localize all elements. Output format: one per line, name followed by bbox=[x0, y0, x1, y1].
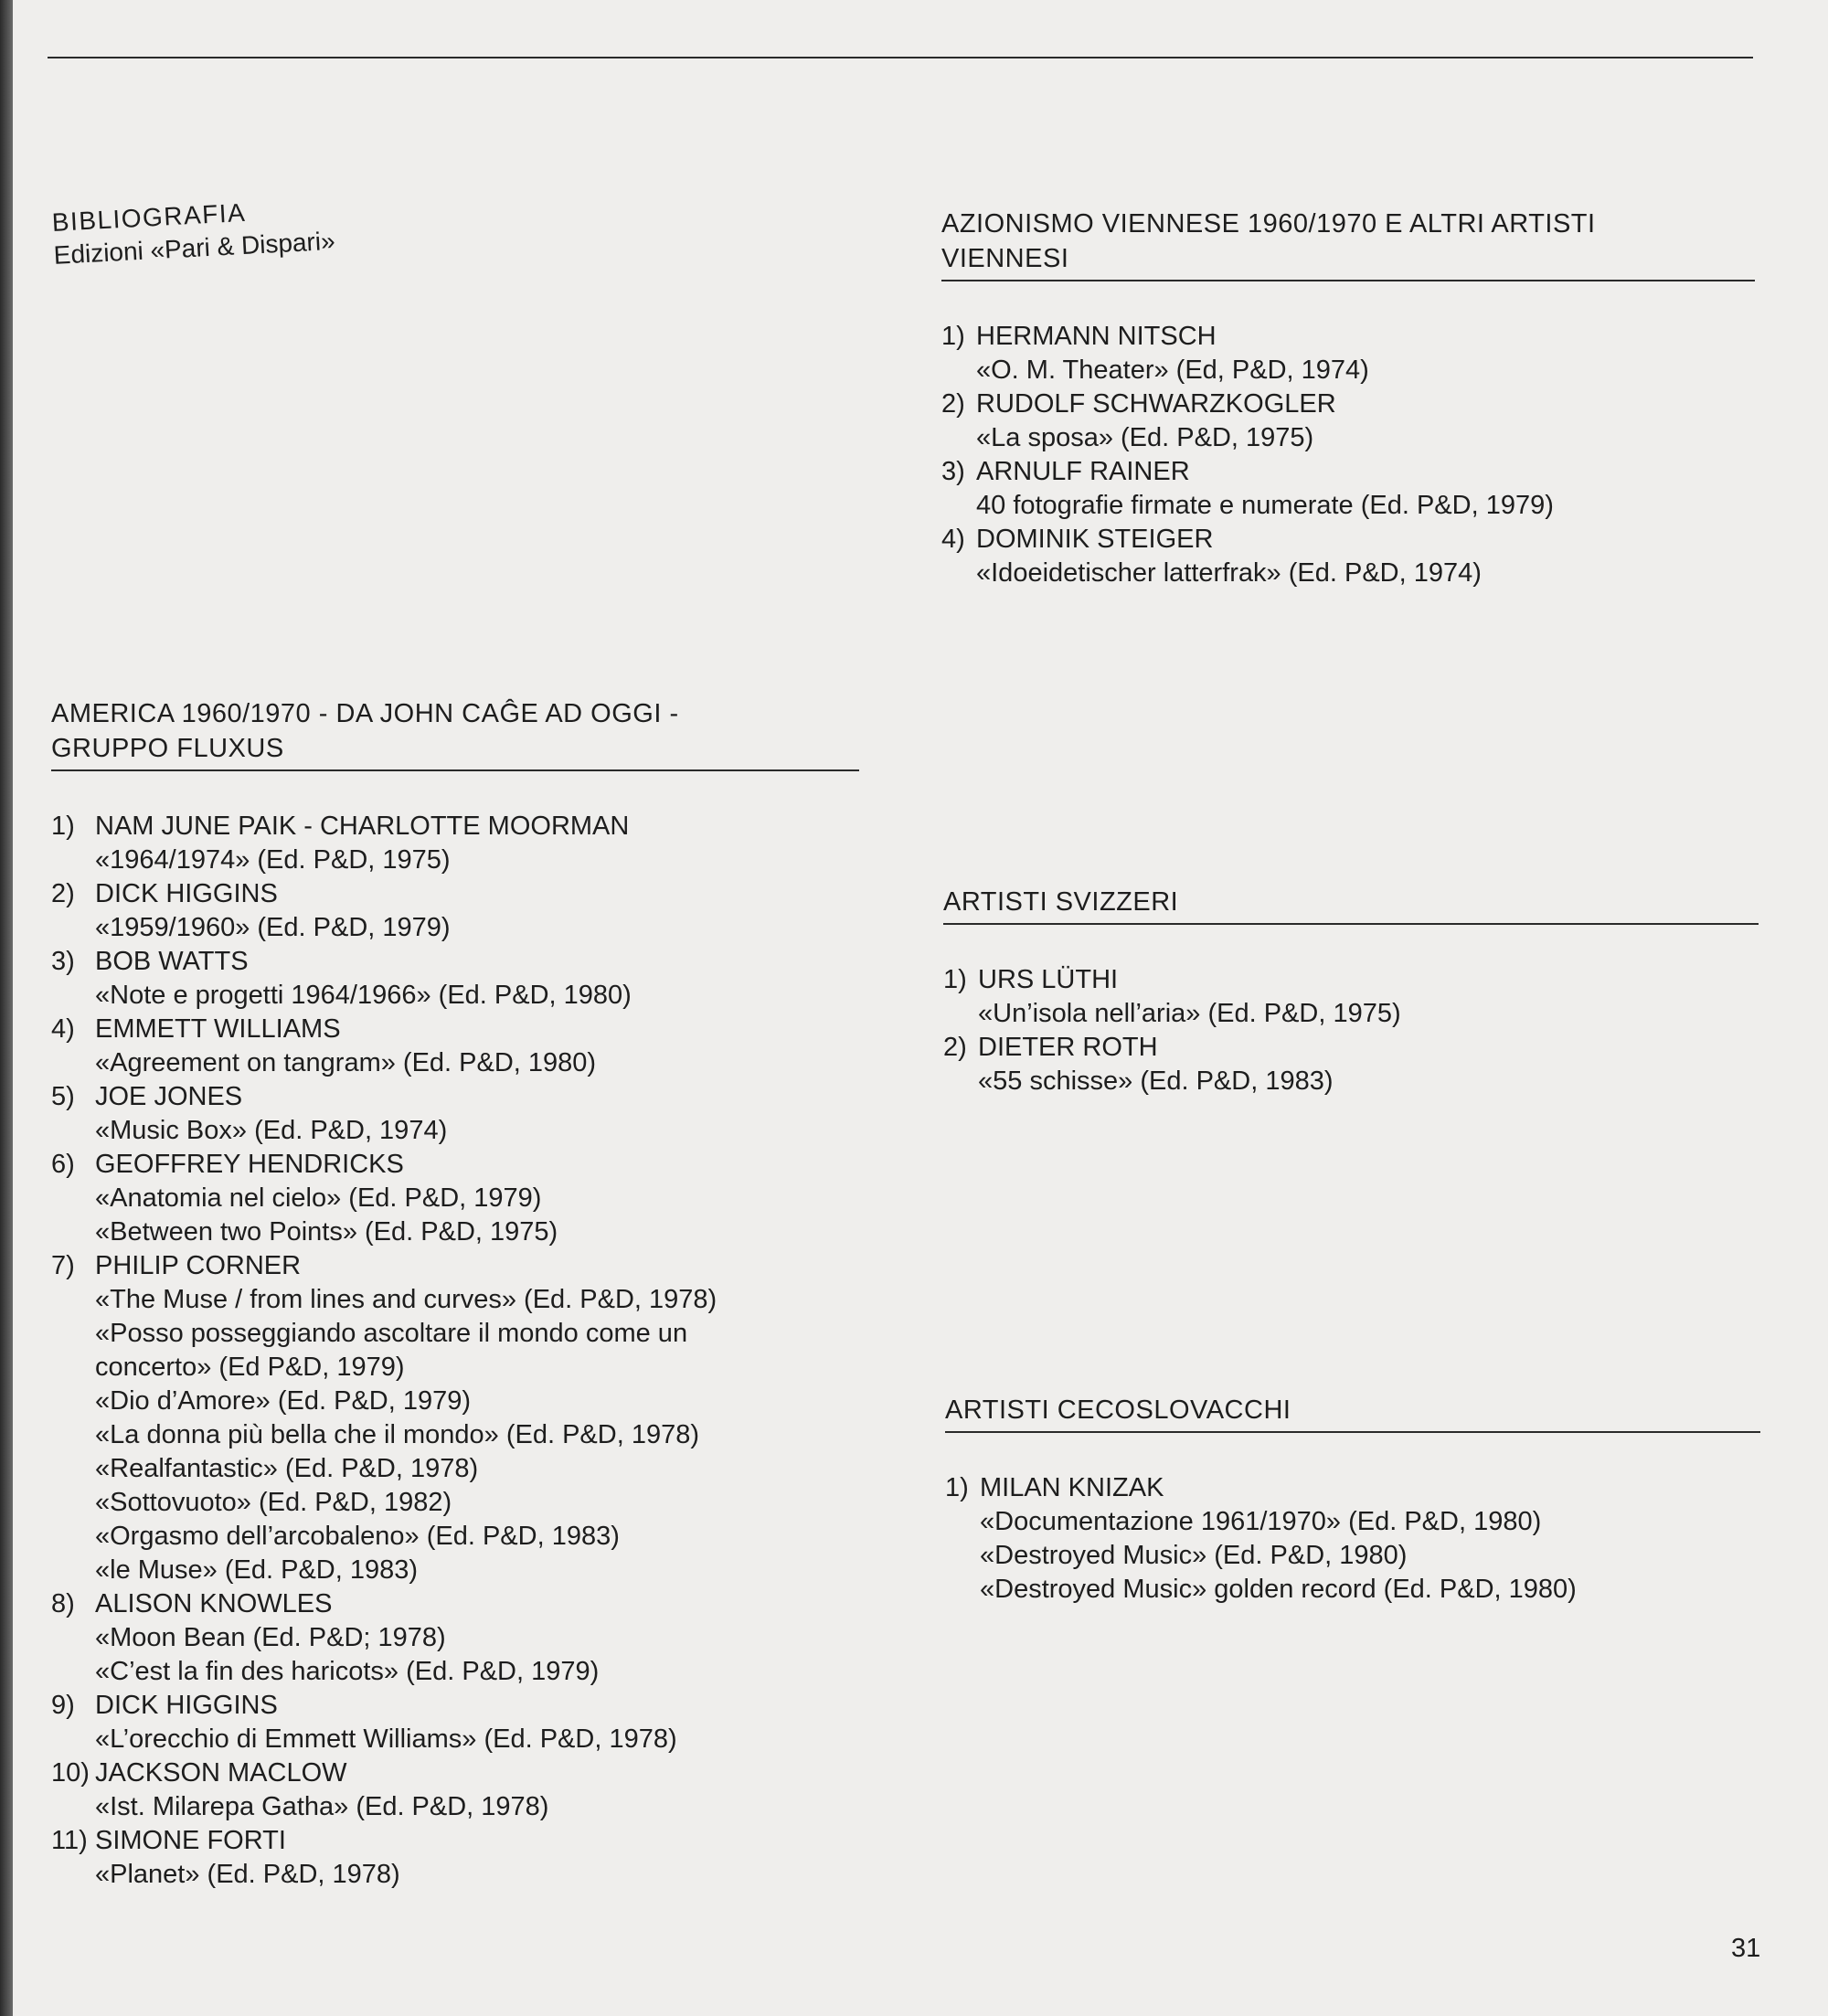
publication-line: «Note e progetti 1964/1966» (Ed. P&D, 1980) bbox=[95, 981, 632, 1010]
entry-heading bbox=[941, 523, 1755, 557]
bibliography-entry bbox=[941, 387, 1755, 455]
entry-number: 4) bbox=[51, 1014, 75, 1044]
entry-number: 2) bbox=[51, 879, 75, 908]
artist-name: PHILIP CORNER bbox=[95, 1251, 302, 1280]
entry-heading bbox=[51, 1148, 859, 1182]
publication-line: «Posso posseggiando ascoltare il mondo come un bbox=[95, 1319, 688, 1348]
entry-number: 3) bbox=[941, 457, 965, 486]
entry-number: 11) bbox=[51, 1826, 88, 1855]
publication-line: «1964/1974» (Ed. P&D, 1975) bbox=[95, 845, 451, 875]
entry-number: 1) bbox=[941, 322, 965, 351]
bibliography-entry bbox=[941, 320, 1755, 387]
section-heading-czech: ARTISTI CECOSLOVACCHI bbox=[945, 1393, 1760, 1433]
bibliography-entry bbox=[51, 1689, 859, 1756]
publication-line: «Agreement on tangram» (Ed. P&D, 1980) bbox=[95, 1048, 597, 1077]
bibliography-entry bbox=[51, 1756, 859, 1824]
section-heading-america: AMERICA 1960/1970 - DA JOHN CAĜE AD OGGI - GRUPPO FLUXUS bbox=[51, 696, 859, 771]
artist-name: DIETER ROTH bbox=[978, 1033, 1158, 1062]
bibliography-entry bbox=[51, 1013, 859, 1080]
artist-name: RUDOLF SCHWARZKOGLER bbox=[976, 389, 1336, 419]
artist-name: ARNULF RAINER bbox=[976, 457, 1190, 486]
publication-line: «Documentazione 1961/1970» (Ed. P&D, 1980) bbox=[980, 1507, 1542, 1536]
publication-line: «L’orecchio di Emmett Williams» (Ed. P&D, 1978) bbox=[95, 1724, 677, 1754]
entry-heading bbox=[51, 810, 859, 844]
entry-number: 8) bbox=[51, 1589, 75, 1618]
bibliography-header bbox=[51, 192, 335, 272]
bibliography-entry bbox=[941, 523, 1755, 590]
entry-number: 5) bbox=[51, 1082, 75, 1111]
section-heading-vienna: AZIONISMO VIENNESE 1960/1970 E ALTRI ARTISTI VIENNESI bbox=[941, 207, 1755, 281]
artist-name: BOB WATTS bbox=[95, 947, 249, 976]
publication-line: «Moon Bean (Ed. P&D; 1978) bbox=[95, 1623, 446, 1652]
publication-line: «Sottovuoto» (Ed. P&D, 1982) bbox=[95, 1488, 452, 1517]
entry-number: 2) bbox=[941, 389, 965, 419]
publication-line: concerto» (Ed P&D, 1979) bbox=[95, 1353, 405, 1382]
bibliography-subtitle: Edizioni «Pari & Dispari» bbox=[52, 226, 336, 270]
entry-heading bbox=[51, 1689, 859, 1723]
entry-list-america bbox=[51, 810, 859, 1892]
bibliography-entry bbox=[51, 1587, 859, 1689]
publication-line: «Un’isola nell’aria» (Ed. P&D, 1975) bbox=[978, 999, 1401, 1028]
artist-name: DICK HIGGINS bbox=[95, 1691, 278, 1720]
bibliography-entry bbox=[945, 1471, 1760, 1607]
entry-heading bbox=[51, 1824, 859, 1858]
entry-heading bbox=[51, 1756, 859, 1790]
publication-line: «Ist. Milarepa Gatha» (Ed. P&D, 1978) bbox=[95, 1792, 549, 1821]
publication-line: «Music Box» (Ed. P&D, 1974) bbox=[95, 1116, 448, 1145]
publication-line: «Destroyed Music» golden record (Ed. P&D, 1980) bbox=[980, 1575, 1577, 1604]
entry-number: 7) bbox=[51, 1251, 75, 1280]
entry-heading bbox=[943, 1031, 1759, 1065]
bibliography-entry bbox=[51, 877, 859, 945]
bibliography-entry bbox=[51, 1824, 859, 1892]
artist-name: HERMANN NITSCH bbox=[976, 322, 1217, 351]
entry-number: 1) bbox=[51, 812, 75, 841]
entry-number: 1) bbox=[943, 965, 967, 994]
publication-line: «55 schisse» (Ed. P&D, 1983) bbox=[978, 1066, 1334, 1096]
entry-heading bbox=[945, 1471, 1760, 1505]
publication-line: «The Muse / from lines and curves» (Ed. P&D, 1978) bbox=[95, 1285, 717, 1314]
entry-heading bbox=[941, 320, 1755, 354]
publication-line: «Planet» (Ed. P&D, 1978) bbox=[95, 1860, 400, 1889]
publication-line: «Realfantastic» (Ed. P&D, 1978) bbox=[95, 1454, 479, 1483]
publication-line: «Dio d’Amore» (Ed. P&D, 1979) bbox=[95, 1386, 472, 1416]
publication-line: 40 fotografie firmate e numerate (Ed. P&D, 1979) bbox=[976, 491, 1554, 520]
section-czech bbox=[945, 1393, 1760, 1607]
entry-number: 2) bbox=[943, 1033, 967, 1062]
entry-number: 1) bbox=[945, 1473, 969, 1502]
entry-number: 3) bbox=[51, 947, 75, 976]
bibliography-entry bbox=[51, 1249, 859, 1587]
top-rule bbox=[48, 57, 1753, 58]
publication-line: «La sposa» (Ed. P&D, 1975) bbox=[976, 423, 1314, 452]
section-america bbox=[51, 696, 859, 1892]
artist-name: DICK HIGGINS bbox=[95, 879, 278, 908]
bibliography-entry bbox=[943, 1031, 1759, 1098]
publication-line: «Destroyed Music» (Ed. P&D, 1980) bbox=[980, 1541, 1408, 1570]
artist-name: NAM JUNE PAIK - CHARLOTTE MOORMAN bbox=[95, 812, 630, 841]
entry-heading bbox=[51, 1013, 859, 1046]
artist-name: MILAN KNIZAK bbox=[980, 1473, 1164, 1502]
entry-number: 4) bbox=[941, 525, 965, 554]
artist-name: EMMETT WILLIAMS bbox=[95, 1014, 341, 1044]
publication-line: «Anatomia nel cielo» (Ed. P&D, 1979) bbox=[95, 1183, 542, 1213]
publication-line: «La donna più bella che il mondo» (Ed. P&D, 1978) bbox=[95, 1420, 699, 1449]
section-vienna bbox=[941, 207, 1755, 590]
book-spine bbox=[0, 0, 13, 2016]
artist-name: SIMONE FORTI bbox=[95, 1826, 286, 1855]
artist-name: GEOFFREY HENDRICKS bbox=[95, 1150, 404, 1179]
entry-list-swiss bbox=[943, 963, 1759, 1098]
publication-line: «1959/1960» (Ed. P&D, 1979) bbox=[95, 913, 451, 942]
entry-heading bbox=[51, 877, 859, 911]
entry-heading bbox=[51, 945, 859, 979]
publication-line: «Between two Points» (Ed. P&D, 1975) bbox=[95, 1217, 558, 1247]
artist-name: DOMINIK STEIGER bbox=[976, 525, 1214, 554]
bibliography-title: BIBLIOGRAFIA bbox=[51, 197, 247, 237]
artist-name: JOE JONES bbox=[95, 1082, 243, 1111]
publication-line: «le Muse» (Ed. P&D, 1983) bbox=[95, 1555, 419, 1585]
entry-heading bbox=[51, 1587, 859, 1621]
bibliography-entry bbox=[51, 1148, 859, 1249]
entry-number: 9) bbox=[51, 1691, 75, 1720]
artist-name: ALISON KNOWLES bbox=[95, 1589, 333, 1618]
publication-line: «Idoeidetischer latterfrak» (Ed. P&D, 1974) bbox=[976, 558, 1482, 588]
publication-line: «O. M. Theater» (Ed, P&D, 1974) bbox=[976, 355, 1369, 385]
entry-heading bbox=[943, 963, 1759, 997]
page-number: 31 bbox=[1731, 1934, 1761, 1963]
artist-name: JACKSON MACLOW bbox=[95, 1758, 347, 1788]
bibliography-entry bbox=[51, 1080, 859, 1148]
entry-heading bbox=[51, 1080, 859, 1114]
artist-name: URS LÜTHI bbox=[978, 965, 1119, 994]
section-heading-swiss: ARTISTI SVIZZERI bbox=[943, 885, 1759, 925]
bibliography-entry bbox=[51, 945, 859, 1013]
entry-number: 6) bbox=[51, 1150, 75, 1179]
bibliography-entry bbox=[941, 455, 1755, 523]
entry-heading bbox=[51, 1249, 859, 1283]
entry-list-vienna bbox=[941, 320, 1755, 590]
bibliography-entry bbox=[943, 963, 1759, 1031]
entry-heading bbox=[941, 387, 1755, 421]
publication-line: «Orgasmo dell’arcobaleno» (Ed. P&D, 1983) bbox=[95, 1522, 620, 1551]
entry-heading bbox=[941, 455, 1755, 489]
publication-line: «C’est la fin des haricots» (Ed. P&D, 1979) bbox=[95, 1657, 600, 1686]
bibliography-entry bbox=[51, 810, 859, 877]
entry-number: 10) bbox=[51, 1758, 90, 1788]
entry-list-czech bbox=[945, 1471, 1760, 1607]
section-swiss bbox=[943, 885, 1759, 1098]
